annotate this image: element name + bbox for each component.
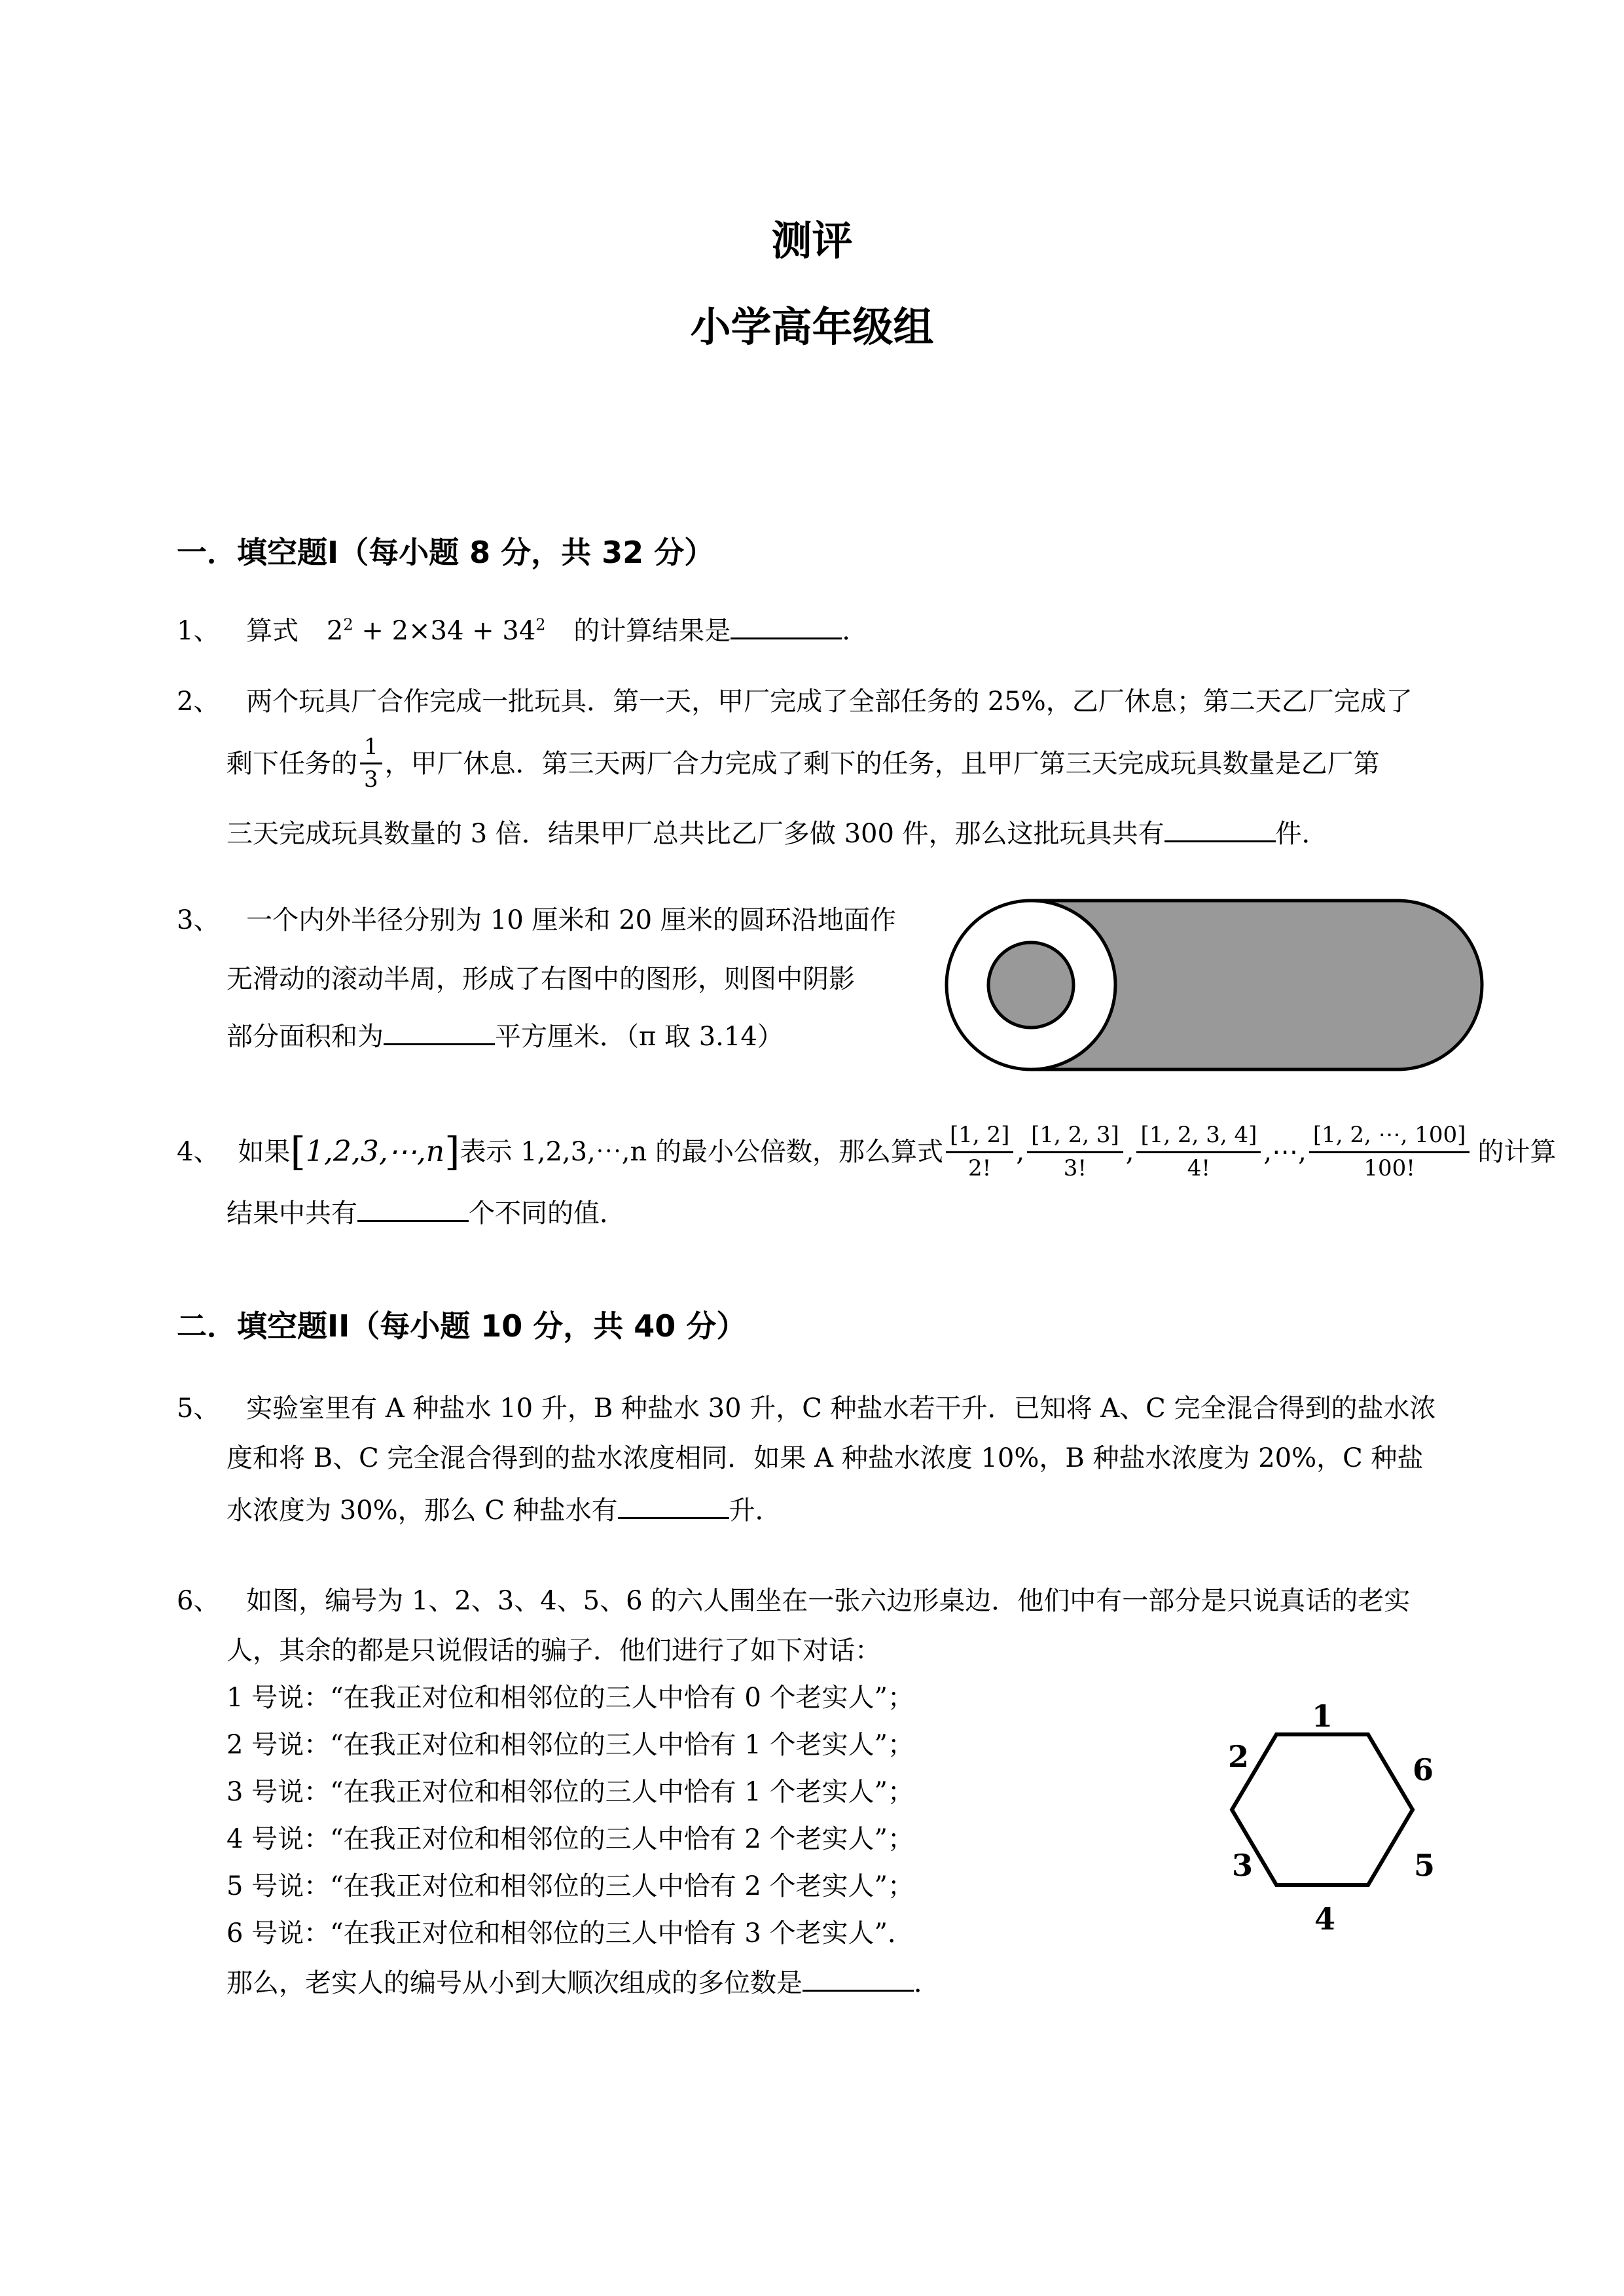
question-1: 1、 算式 $2^2 + 2\times 34 + 34^2$ 的计算结果是 . <box>177 615 850 646</box>
fraction-term: $\frac{[1, 2]}{2!}$ <box>946 1122 1013 1181</box>
answer-blank <box>618 1495 729 1519</box>
question-2-line2: 剩下任务的 $\frac{1}{3}$ ，甲厂休息．第三天两厂合力完成了剩下的任务，且甲厂第三天完成玩具数量是乙厂第 <box>226 734 1380 793</box>
question-3: 3、 一个内外半径分别为 10 厘米和 20 厘米的圆环沿地面作 <box>177 905 896 935</box>
seat-label-6: 6 <box>1412 1752 1434 1787</box>
question-6: 6、 如图，编号为 1、2、3、4、5、6 的六人围坐在一张六边形桌边．他们中有一部分是只说真话的老实 <box>177 1586 1411 1616</box>
hexagon <box>1232 1734 1413 1885</box>
q1-expression: $2^2 + 2\times 34 + 34^2$ <box>326 615 546 646</box>
question-6-line2: 人，其余的都是只说假话的骗子．他们进行了如下对话： <box>226 1636 881 1666</box>
question-4-line2: 结果中共有 个不同的值． <box>226 1198 626 1229</box>
question-6-final: 那么，老实人的编号从小到大顺次组成的多位数是 ． <box>226 1968 940 1998</box>
hexagon-table-figure <box>1204 1682 1466 1957</box>
statement-5: 5 号说：“在我正对位和相邻位的三人中恰有 2 个老实人”； <box>226 1871 914 1901</box>
answer-blank <box>803 1967 914 1992</box>
statement-4: 4 号说：“在我正对位和相邻位的三人中恰有 2 个老实人”； <box>226 1824 914 1854</box>
section-heading-2: 二．填空题II（每小题 10 分，共 40 分） <box>177 1308 747 1344</box>
fraction-one-third: $\frac{1}{3}$ <box>360 734 382 793</box>
inner-circle <box>988 942 1074 1028</box>
question-number: 5、 <box>177 1393 220 1424</box>
answer-blank <box>1164 818 1276 842</box>
seat-label-3: 3 <box>1231 1848 1254 1883</box>
seat-label-5: 5 <box>1413 1848 1435 1883</box>
question-3-line2: 无滑动的滚动半周，形成了右图中的图形，则图中阴影 <box>226 964 855 994</box>
question-2-line3: 三天完成玩具数量的 3 倍．结果甲厂总共比乙厂多做 300 件，那么这批玩具共有 件． <box>226 819 1328 849</box>
question-number: 3、 <box>177 905 220 935</box>
statement-3: 3 号说：“在我正对位和相邻位的三人中恰有 1 个老实人”； <box>226 1777 914 1807</box>
ring-rolling-figure <box>943 890 1486 1080</box>
statement-6: 6 号说：“在我正对位和相邻位的三人中恰有 3 个老实人”． <box>226 1918 914 1948</box>
seat-label-2: 2 <box>1227 1739 1250 1774</box>
statement-1: 1 号说：“在我正对位和相邻位的三人中恰有 0 个老实人”； <box>226 1683 914 1713</box>
question-5-line2: 度和将 B、C 完全混合得到的盐水浓度相同．如果 A 种盐水浓度 10%，B 种盐水浓度为 20%，C 种盐 <box>226 1443 1424 1473</box>
question-5-line3: 水浓度为 30%，那么 C 种盐水有 升． <box>226 1496 782 1526</box>
seat-label-4: 4 <box>1314 1901 1336 1937</box>
fraction-term: $\frac{[1, 2, 3, 4]}{4!}$ <box>1136 1122 1261 1181</box>
question-3-line3: 部分面积和为 平方厘米．（π 取 3.14） <box>226 1022 784 1052</box>
question-4: 4、 如果 [ 1,2,3,⋯,n ] 表示 1,2,3,⋯,n 的最小公倍数，那么算式 $\frac{[1, 2]}{2!}$ , $\frac{[1, 2, 3]}{3!}$ , $\frac{[1, 2, 3, 4]}{4!}$ ,⋯, $\frac{[1, 2, \cdots, 100]}{100!}$ 的计算 <box>177 1122 1557 1181</box>
statement-2: 2 号说：“在我正对位和相邻位的三人中恰有 1 个老实人”； <box>226 1730 914 1760</box>
page-title: 测评 <box>771 217 853 264</box>
fraction-term: $\frac{[1, 2, 3]}{3!}$ <box>1027 1122 1123 1181</box>
fraction-term: $\frac{[1, 2, \cdots, 100]}{100!}$ <box>1309 1122 1470 1181</box>
answer-blank <box>357 1198 469 1222</box>
question-number: 6、 <box>177 1586 220 1616</box>
question-number: 2、 <box>177 687 220 717</box>
question-number: 4、 <box>177 1137 220 1167</box>
section-heading-1: 一．填空题I（每小题 8 分，共 32 分） <box>177 535 715 570</box>
question-number: 1、 <box>177 616 220 646</box>
question-5: 5、 实验室里有 A 种盐水 10 升，B 种盐水 30 升，C 种盐水若干升．已知将 A、C 完全混合得到的盐水浓 <box>177 1393 1436 1424</box>
question-2: 2、 两个玩具厂合作完成一批玩具．第一天，甲厂完成了全部任务的 25%，乙厂休息；第二天乙厂完成了 <box>177 687 1413 717</box>
answer-blank <box>731 615 842 639</box>
seat-label-1: 1 <box>1311 1698 1333 1734</box>
page-subtitle: 小学高年级组 <box>690 303 934 351</box>
answer-blank <box>384 1021 495 1045</box>
